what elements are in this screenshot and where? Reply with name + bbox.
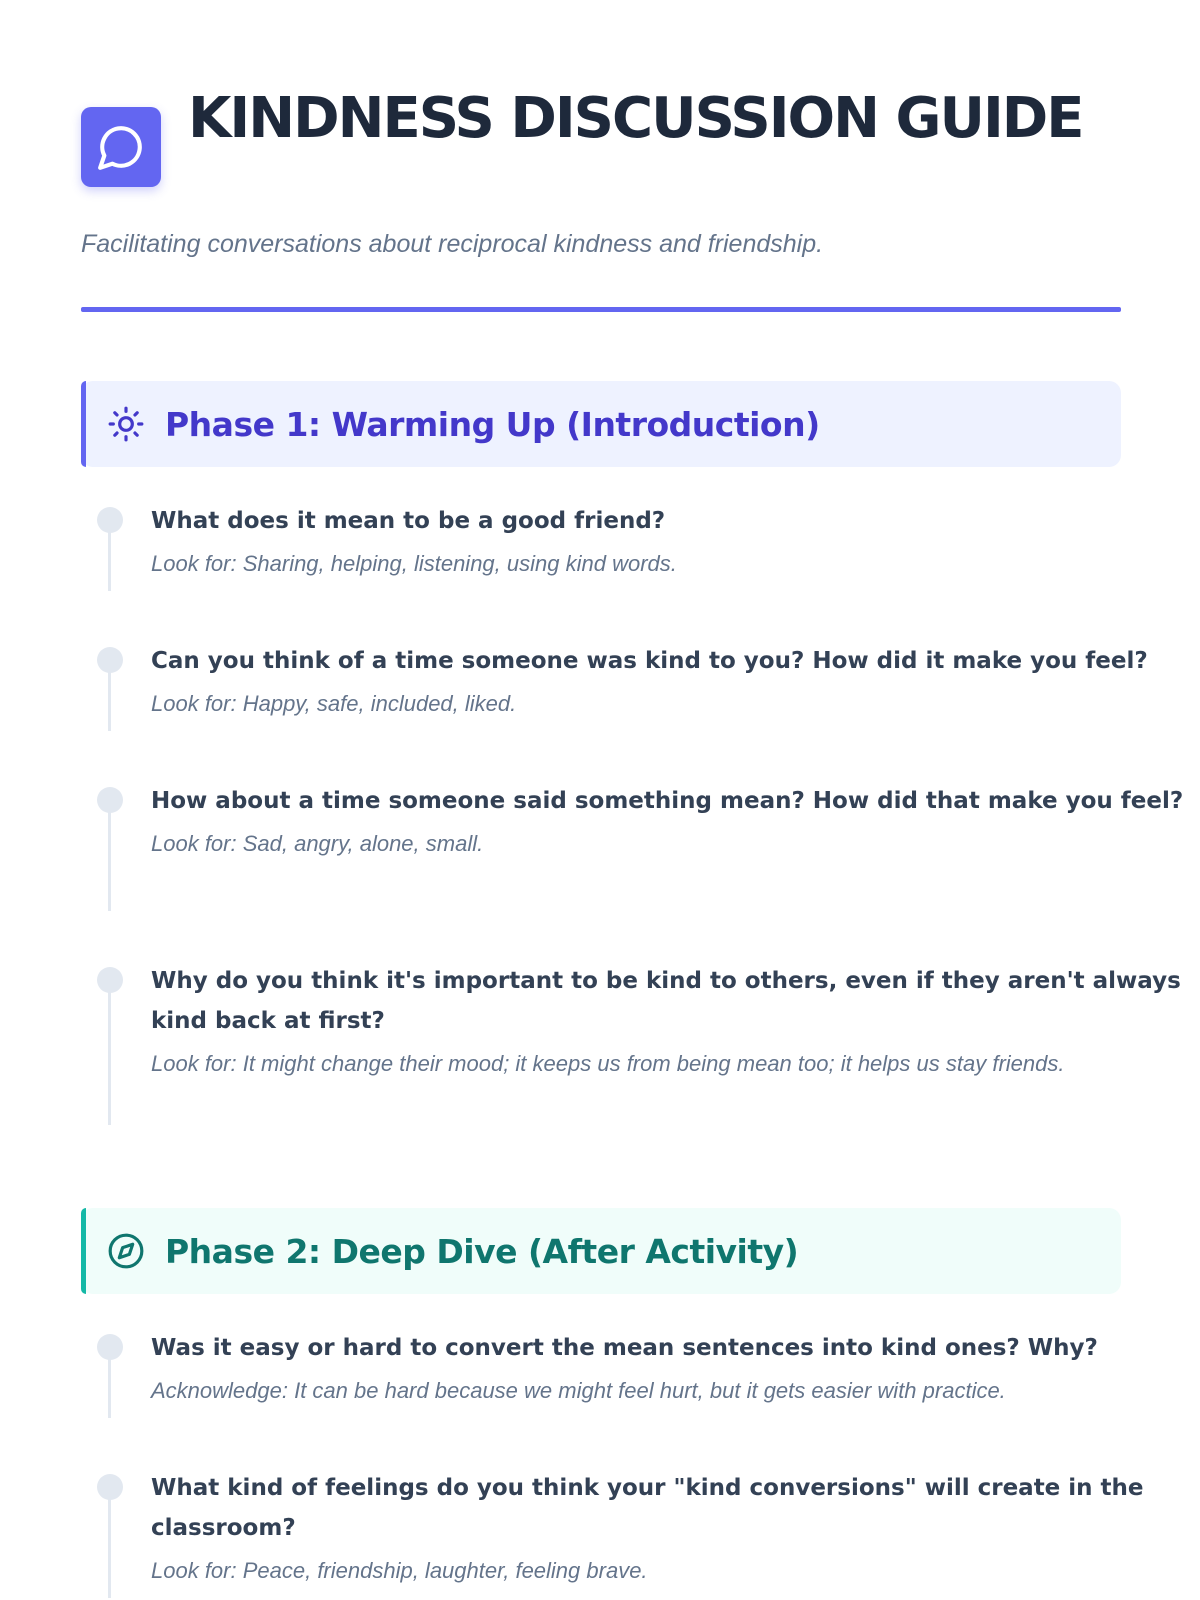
question-hint: Acknowledge: It can be hard because we might feel hurt, but it gets easier with practice. — [151, 1378, 1006, 1403]
discussion-question: Was it easy or hard to convert the mean sentences into kind ones? Why? — [151, 1335, 1098, 1361]
timeline-line — [108, 527, 111, 591]
chat-bubble-icon — [81, 107, 161, 187]
page-title: KINDNESS DISCUSSION GUIDE — [188, 86, 1083, 151]
question-hint: Look for: Sharing, helping, listening, using kind words. — [151, 551, 677, 576]
page-subtitle: Facilitating conversations about reciprocal kindness and friendship. — [81, 230, 824, 258]
phase-2-title: Phase 2: Deep Dive (After Activity) — [165, 1231, 799, 1271]
compass-icon — [107, 1232, 145, 1270]
question-hint: Look for: It might change their mood; it keeps us from being mean too; it helps us stay friends. — [151, 1051, 1065, 1076]
phase-1-title: Phase 1: Warming Up (Introduction) — [165, 404, 820, 444]
timeline-line — [108, 987, 111, 1125]
timeline-line — [108, 1494, 111, 1598]
list-item — [81, 1474, 1200, 1587]
discussion-question: What kind of feelings do you think your "kind conversions" will create in the classroom? — [151, 1475, 1144, 1541]
question-hint: Look for: Sad, angry, alone, small. — [151, 831, 484, 856]
list-item — [81, 967, 1200, 1080]
list-item — [81, 787, 1200, 860]
phase-1-section — [81, 381, 1184, 1076]
timeline-line — [108, 807, 111, 911]
question-hint: Look for: Peace, friendship, laughter, feeling brave. — [151, 1558, 648, 1583]
discussion-question: Why do you think it's important to be kind to others, even if they aren't always kind back at first? — [151, 968, 1181, 1034]
header-divider — [81, 307, 1121, 312]
discussion-question: What does it mean to be a good friend? — [151, 508, 666, 534]
discussion-guide-page — [81, 0, 1184, 1583]
discussion-question: How about a time someone said something mean? How did that make you feel? — [151, 788, 1184, 814]
phase-2-section — [81, 1208, 1144, 1583]
phase-1-header — [81, 381, 1121, 467]
timeline-line — [108, 1354, 111, 1418]
page-header — [81, 84, 1121, 258]
phase-2-header — [81, 1208, 1121, 1294]
list-item — [81, 1334, 1200, 1407]
list-item — [81, 507, 1200, 580]
list-item — [81, 647, 1200, 720]
discussion-question: Can you think of a time someone was kind to you? How did it make you feel? — [151, 648, 1148, 674]
timeline-line — [108, 667, 111, 731]
question-hint: Look for: Happy, safe, included, liked. — [151, 691, 517, 716]
sun-icon — [107, 405, 145, 443]
